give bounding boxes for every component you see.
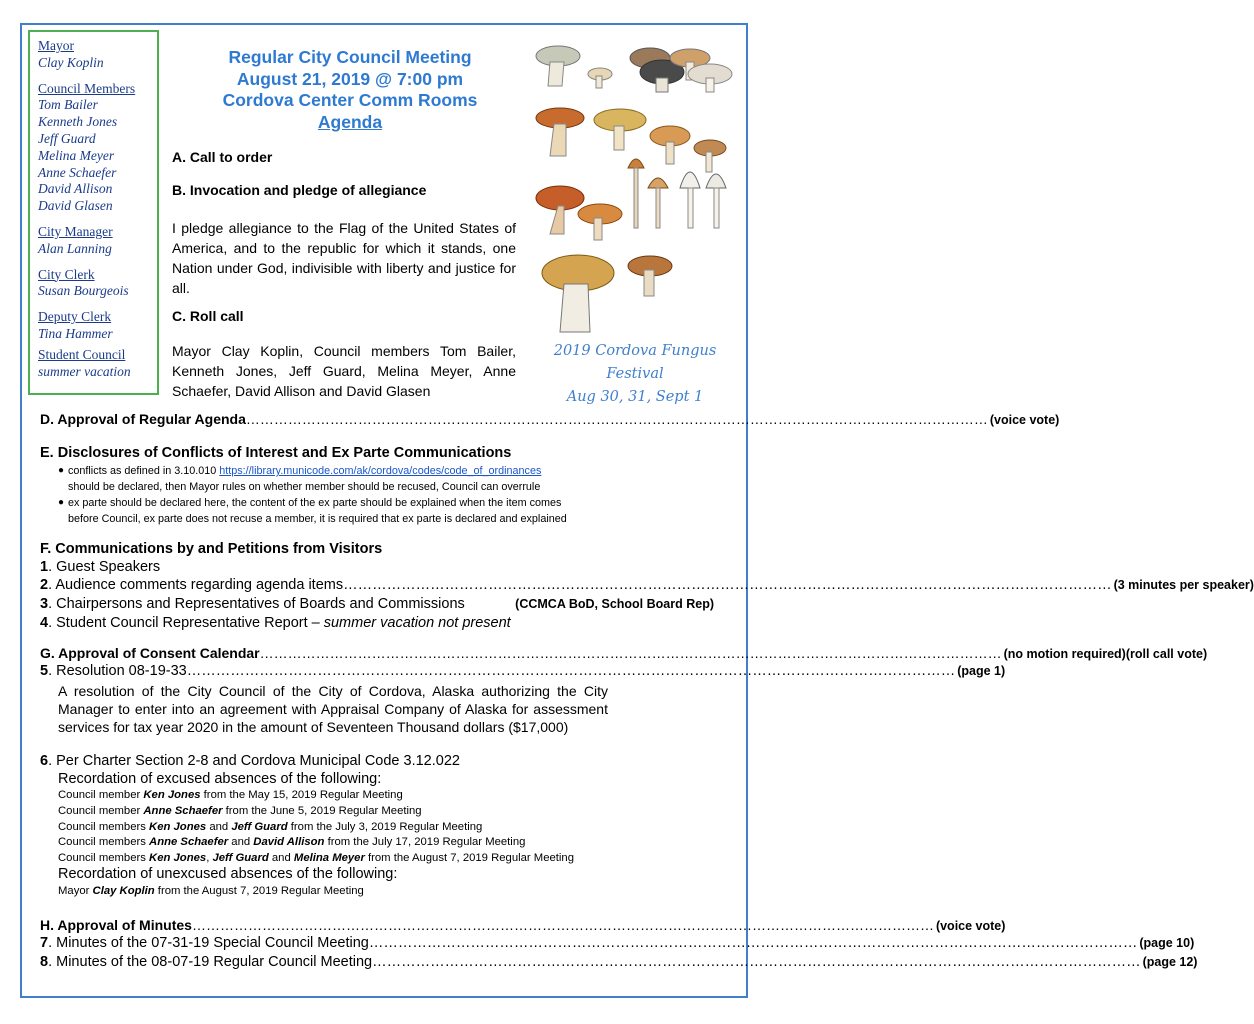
leader-dots: …………………………………………………………………………………………………………………………………………… bbox=[259, 645, 1002, 661]
student-status: summer vacation bbox=[38, 363, 131, 379]
bullet-conflicts bbox=[58, 463, 658, 495]
item-2-note: (3 minutes per speaker) bbox=[1113, 578, 1254, 592]
item-8: 8 . Minutes of the 08-07-19 Regular Council Meeting …………………………………………………………………………………………………………………………………………… (page 12) bbox=[40, 954, 1198, 970]
section-g-title: G. Approval of Consent Calendar bbox=[40, 645, 260, 661]
section-g bbox=[40, 645, 1208, 661]
section-d-title: D. Approval of Regular Agenda bbox=[40, 411, 246, 427]
item-5: 5 . Resolution 08-19-33 …………………………………………………………………………………………………………………………………………… (page 1) bbox=[40, 663, 1006, 679]
unexcused-heading: Recordation of unexcused absences of the following: bbox=[58, 866, 398, 882]
festival-caption bbox=[528, 340, 742, 409]
roll-call-text: Mayor Clay Koplin, Council members Tom Bailer, Kenneth Jones, Jeff Guard, Melina Meyer, Anne Schaefer, David Allison and David Glasen bbox=[172, 343, 516, 399]
resolution-text: A resolution of the City Council of the City of Cordova, Alaska authorizing the City Manager to enter into an agreement with Appraisal Company of Alaska for assessment services for tax year 2020 in the amount of Seventeen Thousand dollars ($17,000) bbox=[58, 683, 608, 735]
section-e: E. Disclosures of Conflicts of Interest and Ex Parte Communications bbox=[40, 445, 512, 461]
mushroom-illustration bbox=[530, 38, 740, 338]
clerk-heading: City Clerk bbox=[38, 266, 95, 282]
section-h-title: H. Approval of Minutes bbox=[40, 917, 192, 933]
bullet-icon: ● bbox=[58, 465, 65, 476]
manager-name: Alan Lanning bbox=[38, 240, 112, 256]
bullet-text: ex parte should be declared here, the content of the ex parte should be explained when the item comes bbox=[68, 497, 562, 509]
item-7-text: . Minutes of the 07-31-19 Special Council Meeting bbox=[48, 935, 369, 951]
mayor-name: Clay Koplin bbox=[38, 54, 104, 70]
item-3-note: (CCMCA BoD, School Board Rep) bbox=[515, 597, 714, 611]
item-6: 6. Per Charter Section 2-8 and Cordova Municipal Code 3.12.022 bbox=[40, 753, 460, 769]
leader-dots: …………………………………………………………………………………………………………………………………………… bbox=[191, 917, 934, 933]
council-member: Anne Schaefer bbox=[38, 164, 117, 180]
absence-row: Council members Ken Jones, Jeff Guard and Melina Meyer from the August 7, 2019 Regular Meeting bbox=[58, 852, 574, 864]
municode-link[interactable]: https://library.municode.com/ak/cordova/codes/code_of_ordinances bbox=[219, 465, 542, 477]
officials-sidebar bbox=[28, 30, 159, 395]
section-h bbox=[40, 917, 1006, 933]
council-member: Tom Bailer bbox=[38, 97, 98, 113]
item-4: 4. Student Council Representative Report – summer vacation not present bbox=[40, 615, 511, 631]
title-agenda: Agenda bbox=[317, 111, 383, 132]
section-g-vote: (no motion required)(roll call vote) bbox=[1003, 647, 1208, 661]
council-member: David Glasen bbox=[38, 198, 113, 214]
festival-dates: Aug 30, 31, Sept 1 bbox=[566, 389, 704, 405]
manager-heading: City Manager bbox=[38, 223, 113, 239]
item-2: 2 . Audience comments regarding agenda items …………………………………………………………………………………………………………………………………………… (3 minutes per speaker) bbox=[40, 577, 1254, 593]
leader-dots: …………………………………………………………………………………………………………………………………………… bbox=[245, 411, 988, 427]
section-f: F. Communications by and Petitions from Visitors bbox=[40, 541, 383, 557]
section-c: C. Roll call bbox=[172, 308, 244, 324]
item-8-page: (page 12) bbox=[1142, 955, 1198, 969]
item-3-text: . Chairpersons and Representatives of Boards and Commissions bbox=[48, 596, 465, 612]
title-location: Cordova Center Comm Rooms bbox=[222, 90, 478, 110]
council-member: David Allison bbox=[38, 181, 113, 197]
item-3: 3 . Chairpersons and Representatives of Boards and Commissions (CCMCA BoD, School Board Rep) bbox=[40, 596, 714, 612]
item-7-page: (page 10) bbox=[1139, 936, 1195, 950]
council-member: Jeff Guard bbox=[38, 130, 96, 146]
bullet-text: before Council, ex parte does not recuse a member, it is required that ex parte is declared and explained bbox=[68, 513, 567, 525]
festival-name: 2019 Cordova Fungus Festival bbox=[553, 343, 717, 382]
absence-row: Council members Ken Jones and Jeff Guard from the July 3, 2019 Regular Meeting bbox=[58, 821, 483, 833]
item-7: 7 . Minutes of the 07-31-19 Special Council Meeting …………………………………………………………………………………………………………………………………………… (page 10) bbox=[40, 935, 1195, 951]
council-heading: Council Members bbox=[38, 80, 136, 96]
title-date: August 21, 2019 @ 7:00 pm bbox=[236, 68, 464, 89]
deputy-name: Tina Hammer bbox=[38, 325, 113, 341]
leader-dots: …………………………………………………………………………………………………………………………………………… bbox=[372, 954, 1141, 970]
student-heading: Student Council bbox=[38, 346, 126, 362]
council-member: Melina Meyer bbox=[38, 147, 115, 163]
item-5-page: (page 1) bbox=[957, 664, 1006, 678]
section-d-vote: (voice vote) bbox=[989, 413, 1060, 427]
leader-dots: …………………………………………………………………………………………………………………………………………… bbox=[186, 663, 956, 679]
leader-dots: …………………………………………………………………………………………………………………………………………… bbox=[343, 577, 1112, 593]
excused-heading: Recordation of excused absences of the following: bbox=[58, 771, 382, 787]
bullet-icon: ● bbox=[58, 497, 65, 508]
bullet-ex-parte bbox=[58, 495, 658, 527]
item-8-text: . Minutes of the 08-07-19 Regular Council Meeting bbox=[48, 954, 373, 970]
title-line: Regular City Council Meeting bbox=[228, 47, 472, 67]
item-1: 1. Guest Speakers bbox=[40, 559, 161, 575]
meeting-title bbox=[165, 47, 535, 133]
section-h-vote: (voice vote) bbox=[935, 919, 1006, 933]
mayor-heading: Mayor bbox=[38, 38, 74, 53]
clerk-name: Susan Bourgeois bbox=[38, 283, 129, 299]
unexcused-row: Mayor Clay Koplin from the August 7, 2019 Regular Meeting bbox=[58, 885, 364, 897]
absence-row: Council member Ken Jones from the May 15, 2019 Regular Meeting bbox=[58, 789, 403, 801]
section-a: A. Call to order bbox=[172, 149, 273, 165]
council-member: Kenneth Jones bbox=[38, 114, 118, 130]
item-5-text: . Resolution 08-19-33 bbox=[48, 663, 187, 679]
absence-row: Council members Anne Schaefer and David Allison from the July 17, 2019 Regular Meeting bbox=[58, 836, 526, 848]
pledge-text: I pledge allegiance to the Flag of the United States of America, and to the republic for which it stands, one Nation under God, indivisible with liberty and justice for all. bbox=[172, 220, 516, 296]
bullet-text: conflicts as defined in 3.10.010 bbox=[68, 465, 220, 477]
bullet-text: should be declared, then Mayor rules on whether member should be recused, Council can overrule bbox=[68, 481, 541, 493]
section-b: B. Invocation and pledge of allegiance bbox=[172, 182, 427, 198]
leader-dots: …………………………………………………………………………………………………………………………………………… bbox=[368, 935, 1138, 951]
section-d bbox=[40, 411, 1060, 427]
absence-row: Council member Anne Schaefer from the June 5, 2019 Regular Meeting bbox=[58, 805, 422, 817]
deputy-heading: Deputy Clerk bbox=[38, 309, 112, 325]
item-2-text: . Audience comments regarding agenda items bbox=[48, 577, 344, 593]
